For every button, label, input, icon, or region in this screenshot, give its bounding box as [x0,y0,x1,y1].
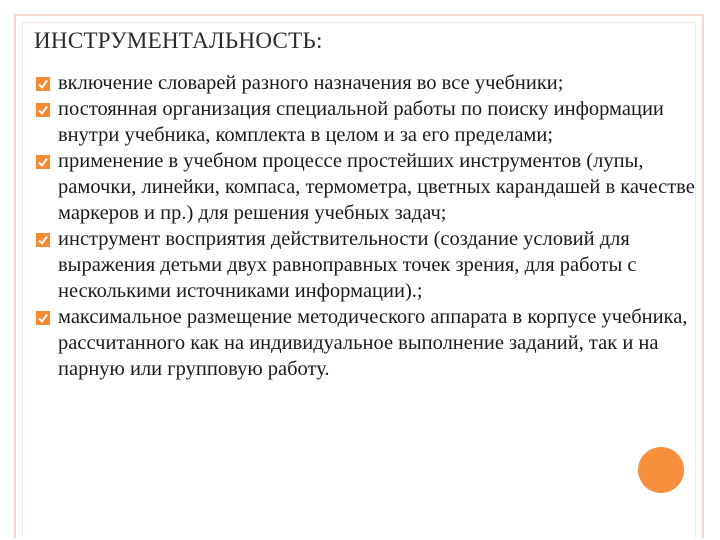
bullet-icon [36,311,50,325]
bullet-icon [36,233,50,247]
list-item-text: постоянная организация специальной работы по поиску информации внутри учебника, комплекта в целом и за его пределами; [58,98,664,146]
list-item [36,148,700,226]
slide-title: ИНСТРУМЕНТАЛЬНОСТЬ: [34,28,323,53]
list-item-text: максимальное размещение методического аппарата в корпусе учебника, рассчитанного как на индивидуальное выполнение заданий, так и на парную или групповую работу. [58,306,688,380]
list-item-text: включение словарей разного назначения во все учебники; [58,72,564,94]
list-item [36,96,700,148]
list-item-text: применение в учебном процессе простейших инструментов (лупы, рамочки, линейки, компаса, термометра, цветных карандашей в качестве маркеров и пр.) для решения учебных задач; [58,150,695,224]
bullet-icon [36,103,50,117]
list-item-text: инструмент восприятия действительности (создание условий для выражения детьми двух равноправных точек зрения, для работы с несколькими источниками информации).; [58,228,637,302]
list-item [36,70,700,96]
bullet-icon [36,155,50,169]
list-item [36,304,700,382]
decorative-orange-circle [638,447,684,493]
list-item [36,226,700,304]
bullet-list [36,70,700,382]
bullet-icon [36,77,50,91]
